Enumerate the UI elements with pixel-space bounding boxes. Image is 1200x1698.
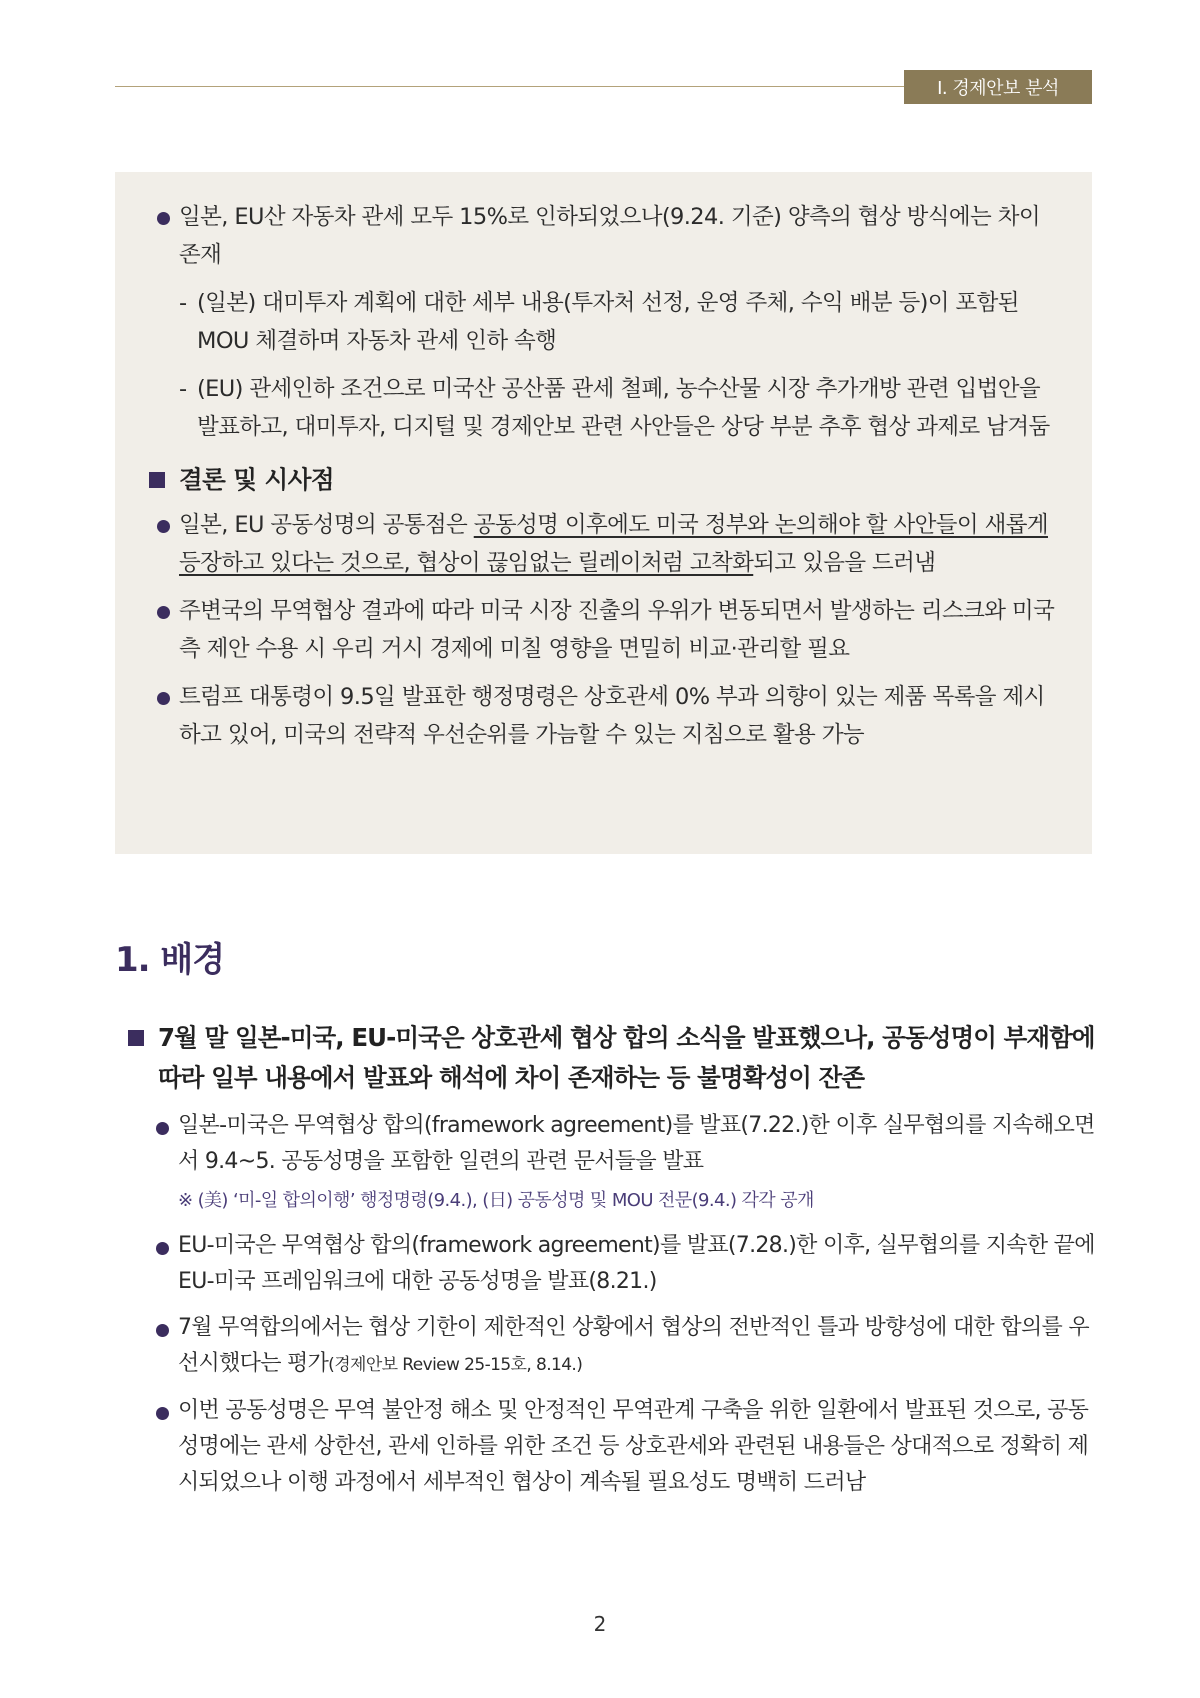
b3-citation: (경제안보 Review 25-15호, 8.14.) xyxy=(328,1355,583,1375)
c1-prefix: 일본, EU 공동성명의 공통점은 xyxy=(179,512,474,538)
main-content xyxy=(128,1018,1098,1511)
main-bullet-1: 일본-미국은 무역협상 합의(framework agreement)를 발표(7.22.)한 이후 실무협의를 지속해오면서 9.4~5. 공동성명을 포함한 일련의 관련 문서들을 발표 xyxy=(178,1108,1098,1180)
dash-text: (EU) 관세인하 조건으로 미국산 공산품 관세 철폐, 농수산물 시장 추가개방 관련 입법안을 발표하고, 대미투자, 디지털 및 경제안보 관련 사안들은 상당 부분 추후 협상 과제로 남겨둠 xyxy=(197,376,1050,440)
c1-underlined: 공동성명 이후에도 미국 정부와 논의해야 할 사안들이 새롭게 등장하고 있다는 것으로, 협상이 끊임없는 릴레이처럼 고착화 xyxy=(179,512,1048,576)
summary-box xyxy=(115,172,1092,854)
main-bullet-4: 이번 공동성명은 무역 불안정 해소 및 안정적인 무역관계 구축을 위한 일환에서 발표된 것으로, 공동성명에는 관세 상한선, 관세 인하를 위한 조건 등 상호관세와 관련된 내용들은 상대적으로 정확히 제시되었으나 이행 과정에서 세부적인 협상이 계속될 필요성도 명백히 드러남 xyxy=(178,1393,1098,1501)
section-label-tab: Ⅰ. 경제안보 분석 xyxy=(904,70,1092,104)
dash-text: (일본) 대미투자 계획에 대한 세부 내용(투자처 선정, 운영 주체, 수익 배분 등)이 포함된 MOU 체결하며 자동차 관세 인하 속행 xyxy=(197,290,1019,354)
conclusion-bullet-3: 트럼프 대통령이 9.5일 발표한 행정명령은 상호관세 0% 부과 의향이 있는 제품 목록을 제시하고 있어, 미국의 전략적 우선순위를 가늠할 수 있는 지침으로 활용 가능 xyxy=(179,678,1062,754)
summary-dash-japan xyxy=(179,284,1062,360)
dash-mark: - xyxy=(179,376,187,402)
section-title: 1. 배경 xyxy=(115,940,225,980)
page-number: 2 xyxy=(593,1612,607,1636)
summary-bullet-1: 일본, EU산 자동차 관세 모두 15%로 인하되었으나(9.24. 기준) 양측의 협상 방식에는 차이 존재 xyxy=(179,198,1062,274)
header-rule xyxy=(115,86,910,87)
reference-note: ※ (美) ‘미-일 합의이행’ 행정명령(9.4.), (日) 공동성명 및 MOU 전문(9.4.) 각각 공개 xyxy=(178,1190,814,1211)
main-bullet-2: EU-미국은 무역협상 합의(framework agreement)를 발표(7.28.)한 이후, 실무협의를 지속한 끝에 EU-미국 프레임워크에 대한 공동성명을 발표(8.21.) xyxy=(178,1228,1098,1300)
b3-main: 7월 무역합의에서는 협상 기한이 제한적인 상황에서 협상의 전반적인 틀과 방향성에 대한 합의를 우선시했다는 평가 xyxy=(178,1315,1089,1376)
dash-mark: - xyxy=(179,290,187,316)
main-heading: 7월 말 일본-미국, EU-미국은 상호관세 협상 합의 소식을 발표했으나, 공동성명이 부재함에 따라 일부 내용에서 발표와 해석에 차이 존재하는 등 불명확성이 잔존 xyxy=(128,1018,1098,1098)
main-bullet-3 xyxy=(178,1310,1098,1383)
conclusion-heading: 결론 및 시사점 xyxy=(149,460,1062,500)
c1-suffix: 되고 있음을 드러냄 xyxy=(753,550,936,576)
summary-dash-eu xyxy=(179,370,1062,446)
conclusion-bullet-1 xyxy=(179,506,1062,582)
conclusion-bullet-2: 주변국의 무역협상 결과에 따라 미국 시장 진출의 우위가 변동되면서 발생하는 리스크와 미국 측 제안 수용 시 우리 거시 경제에 미칠 영향을 면밀히 비교·관리할 필요 xyxy=(179,592,1062,668)
